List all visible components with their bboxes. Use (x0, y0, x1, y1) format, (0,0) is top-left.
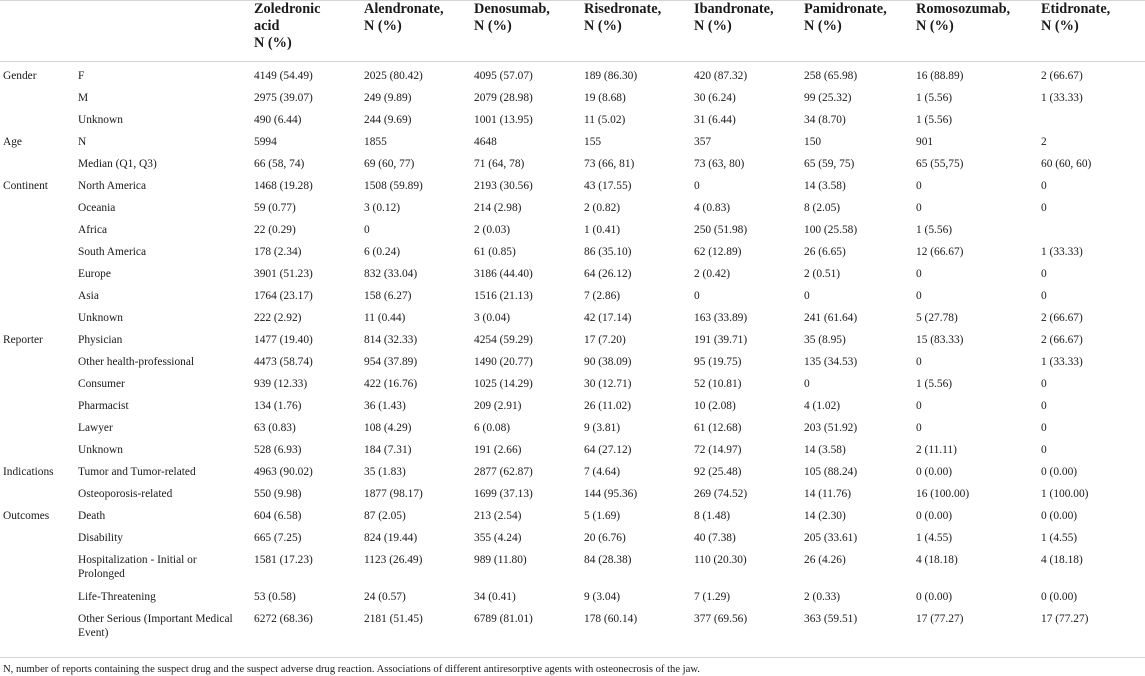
cell-romosozumab: 5 (27.78) (916, 312, 958, 324)
cell-pamidronate: 105 (88.24) (804, 466, 858, 478)
row-label: Unknown (78, 312, 123, 324)
cell-zoledronic-acid: 178 (2.34) (254, 246, 302, 258)
cell-risedronate: 189 (86.30) (584, 70, 638, 82)
cell-denosumab: 191 (2.66) (474, 444, 522, 456)
cell-ibandronate: 61 (12.68) (694, 422, 742, 434)
cell-risedronate: 1 (0.41) (584, 224, 621, 236)
table-row (0, 91, 1145, 113)
cell-romosozumab: 1 (5.56) (916, 114, 953, 126)
row-label: Physician (78, 334, 123, 346)
row-label: Other Serious (Important Medical Event) (78, 613, 233, 639)
cell-zoledronic-acid: 939 (12.33) (254, 378, 308, 390)
cell-ibandronate: 2 (0.42) (694, 268, 731, 280)
cell-zoledronic-acid: 4473 (58.74) (254, 356, 313, 368)
row-label: M (78, 92, 89, 104)
cell-pamidronate: 99 (25.32) (804, 92, 852, 104)
cell-zoledronic-acid: 59 (0.77) (254, 202, 296, 214)
cell-pamidronate: 363 (59.51) (804, 613, 858, 625)
cell-ibandronate: 163 (33.89) (694, 312, 748, 324)
cell-denosumab: 2877 (62.87) (474, 466, 533, 478)
cell-alendronate: 87 (2.05) (364, 510, 406, 522)
cell-etidronate: 0 (1041, 444, 1047, 456)
table-row (0, 333, 1145, 355)
cell-denosumab: 989 (11.80) (474, 554, 527, 566)
cell-zoledronic-acid: 1477 (19.40) (254, 334, 313, 346)
cell-etidronate: 17 (77.27) (1041, 613, 1089, 625)
footnote-text: N, number of reports containing the suspect drug and the suspect adverse drug reaction. Associations of different antiresorptive agents with osteonecrosis of the jaw. (3, 664, 700, 675)
table-row (0, 612, 1145, 648)
cell-pamidronate: 26 (6.65) (804, 246, 846, 258)
cell-romosozumab: 0 (916, 180, 922, 192)
header-zoledronic-acid (254, 1, 364, 61)
cell-etidronate: 0 (1041, 290, 1047, 302)
row-group: Reporter (3, 334, 43, 346)
cell-ibandronate: 250 (51.98) (694, 224, 748, 236)
cell-risedronate: 7 (2.86) (584, 290, 621, 302)
cell-ibandronate: 72 (14.97) (694, 444, 742, 456)
cell-denosumab: 1490 (20.77) (474, 356, 533, 368)
cell-alendronate: 954 (37.89) (364, 356, 418, 368)
header-line: Risedronate, (584, 1, 662, 17)
cell-zoledronic-acid: 53 (0.58) (254, 591, 296, 603)
header-pamidronate (804, 1, 916, 61)
cell-risedronate: 17 (7.20) (584, 334, 626, 346)
cell-risedronate: 30 (12.71) (584, 378, 632, 390)
header-alendronate (364, 1, 474, 61)
cell-pamidronate: 2 (0.33) (804, 591, 841, 603)
cell-pamidronate: 14 (3.58) (804, 444, 846, 456)
cell-pamidronate: 0 (804, 378, 810, 390)
cell-romosozumab: 16 (100.00) (916, 488, 970, 500)
header-line: N (%) (584, 18, 622, 34)
header-line: N (%) (804, 18, 842, 34)
cell-ibandronate: 62 (12.89) (694, 246, 742, 258)
cell-risedronate: 42 (17.14) (584, 312, 632, 324)
cell-risedronate: 73 (66, 81) (584, 158, 635, 170)
cell-alendronate: 158 (6.27) (364, 290, 412, 302)
row-label: Disability (78, 532, 123, 544)
cell-romosozumab: 15 (83.33) (916, 334, 964, 346)
cell-romosozumab: 0 (916, 268, 922, 280)
row-label: Other health-professional (78, 356, 195, 368)
row-group: Outcomes (3, 510, 50, 522)
cell-romosozumab: 901 (916, 136, 934, 148)
table-row (0, 267, 1145, 289)
cell-risedronate: 64 (27.12) (584, 444, 632, 456)
cell-ibandronate: 377 (69.56) (694, 613, 748, 625)
cell-alendronate: 832 (33.04) (364, 268, 418, 280)
cell-romosozumab: 1 (5.56) (916, 224, 953, 236)
header-line: Etidronate, (1041, 1, 1111, 17)
header-line: Denosumab, (474, 1, 550, 17)
cell-risedronate: 11 (5.02) (584, 114, 626, 126)
row-group: Gender (3, 70, 37, 82)
cell-denosumab: 71 (64, 78) (474, 158, 525, 170)
header-line: N (%) (474, 18, 512, 34)
table-row (0, 113, 1145, 135)
header-line: N (%) (916, 18, 954, 34)
cell-pamidronate: 26 (4.26) (804, 554, 846, 566)
row-label: Tumor and Tumor-related (78, 466, 196, 478)
cell-alendronate: 184 (7.31) (364, 444, 412, 456)
row-label: Death (78, 510, 106, 522)
cell-pamidronate: 34 (8.70) (804, 114, 846, 126)
cell-zoledronic-acid: 66 (58, 74) (254, 158, 305, 170)
cell-alendronate: 108 (4.29) (364, 422, 412, 434)
cell-pamidronate: 8 (2.05) (804, 202, 841, 214)
row-group: Continent (3, 180, 48, 192)
header-line: N (%) (254, 35, 292, 51)
table-row (0, 443, 1145, 465)
cell-romosozumab: 0 (916, 290, 922, 302)
cell-romosozumab: 0 (916, 356, 922, 368)
row-label: Lawyer (78, 422, 113, 434)
cell-risedronate: 86 (35.10) (584, 246, 632, 258)
cell-romosozumab: 17 (77.27) (916, 613, 964, 625)
cell-zoledronic-acid: 490 (6.44) (254, 114, 302, 126)
header-line: acid (254, 18, 280, 34)
cell-ibandronate: 357 (694, 136, 712, 148)
cell-zoledronic-acid: 550 (9.98) (254, 488, 302, 500)
cell-alendronate: 1877 (98.17) (364, 488, 423, 500)
cell-pamidronate: 203 (51.92) (804, 422, 858, 434)
cell-ibandronate: 40 (7.38) (694, 532, 736, 544)
cell-alendronate: 1123 (26.49) (364, 554, 423, 566)
cell-pamidronate: 100 (25.58) (804, 224, 858, 236)
row-group: Indications (3, 466, 54, 478)
cell-zoledronic-acid: 4149 (54.49) (254, 70, 313, 82)
cell-romosozumab: 0 (916, 400, 922, 412)
table-row (0, 421, 1145, 443)
cell-ibandronate: 10 (2.08) (694, 400, 736, 412)
cell-pamidronate: 150 (804, 136, 822, 148)
header-risedronate (584, 1, 694, 61)
row-label: Median (Q1, Q3) (78, 158, 157, 170)
cell-zoledronic-acid: 6272 (68.36) (254, 613, 313, 625)
cell-risedronate: 90 (38.09) (584, 356, 632, 368)
cell-zoledronic-acid: 604 (6.58) (254, 510, 302, 522)
cell-denosumab: 1025 (14.29) (474, 378, 533, 390)
cell-zoledronic-acid: 222 (2.92) (254, 312, 302, 324)
cell-risedronate: 20 (6.76) (584, 532, 626, 544)
cell-etidronate: 1 (100.00) (1041, 488, 1089, 500)
table-row (0, 355, 1145, 377)
cell-alendronate: 6 (0.24) (364, 246, 401, 258)
cell-ibandronate: 73 (63, 80) (694, 158, 745, 170)
cell-denosumab: 61 (0.85) (474, 246, 516, 258)
cell-etidronate: 4 (18.18) (1041, 554, 1083, 566)
cell-zoledronic-acid: 63 (0.83) (254, 422, 296, 434)
cell-zoledronic-acid: 1468 (19.28) (254, 180, 313, 192)
cell-pamidronate: 65 (59, 75) (804, 158, 855, 170)
cell-etidronate: 2 (1041, 136, 1047, 148)
cell-romosozumab: 0 (916, 202, 922, 214)
cell-alendronate: 69 (60, 77) (364, 158, 415, 170)
cell-ibandronate: 30 (6.24) (694, 92, 736, 104)
table-row (0, 223, 1145, 245)
cell-pamidronate: 2 (0.51) (804, 268, 841, 280)
table-row (0, 135, 1145, 157)
cell-zoledronic-acid: 665 (7.25) (254, 532, 302, 544)
table-row (0, 289, 1145, 311)
cell-etidronate: 0 (1041, 422, 1047, 434)
cell-ibandronate: 269 (74.52) (694, 488, 748, 500)
cell-pamidronate: 135 (34.53) (804, 356, 858, 368)
row-label: Unknown (78, 114, 123, 126)
table-row (0, 245, 1145, 267)
cell-etidronate: 0 (1041, 268, 1047, 280)
cell-ibandronate: 31 (6.44) (694, 114, 736, 126)
cell-denosumab: 4095 (57.07) (474, 70, 533, 82)
table-row (0, 399, 1145, 421)
row-label: Osteoporosis-related (78, 488, 173, 500)
cell-etidronate: 0 (0.00) (1041, 510, 1078, 522)
cell-denosumab: 6789 (81.01) (474, 613, 533, 625)
cell-zoledronic-acid: 528 (6.93) (254, 444, 302, 456)
cell-romosozumab: 16 (88.89) (916, 70, 964, 82)
cell-risedronate: 84 (28.38) (584, 554, 632, 566)
table-row (0, 553, 1145, 590)
cell-pamidronate: 258 (65.98) (804, 70, 858, 82)
cell-romosozumab: 2 (11.11) (916, 444, 957, 456)
row-label: N (78, 136, 87, 148)
cell-etidronate: 0 (1041, 400, 1047, 412)
cell-alendronate: 249 (9.89) (364, 92, 412, 104)
row-label: Unknown (78, 444, 123, 456)
cell-ibandronate: 92 (25.48) (694, 466, 742, 478)
table-row (0, 487, 1145, 509)
table-row (0, 157, 1145, 179)
cell-risedronate: 144 (95.36) (584, 488, 638, 500)
cell-denosumab: 2193 (30.56) (474, 180, 533, 192)
cell-denosumab: 355 (4.24) (474, 532, 522, 544)
cell-denosumab: 213 (2.54) (474, 510, 522, 522)
row-group: Age (3, 136, 22, 148)
cell-risedronate: 43 (17.55) (584, 180, 632, 192)
cell-etidronate: 0 (1041, 202, 1047, 214)
cell-romosozumab: 0 (916, 422, 922, 434)
cell-pamidronate: 241 (61.64) (804, 312, 858, 324)
cell-zoledronic-acid: 4963 (90.02) (254, 466, 313, 478)
cell-denosumab: 1001 (13.95) (474, 114, 533, 126)
cell-ibandronate: 110 (20.30) (694, 554, 747, 566)
cell-risedronate: 19 (8.68) (584, 92, 626, 104)
cell-denosumab: 214 (2.98) (474, 202, 522, 214)
cell-ibandronate: 191 (39.71) (694, 334, 748, 346)
cell-pamidronate: 4 (1.02) (804, 400, 841, 412)
header-line: N (%) (1041, 18, 1079, 34)
cell-risedronate: 9 (3.81) (584, 422, 621, 434)
cell-denosumab: 1516 (21.13) (474, 290, 533, 302)
row-label: Oceania (78, 202, 116, 214)
cell-romosozumab: 4 (18.18) (916, 554, 958, 566)
cell-zoledronic-acid: 22 (0.29) (254, 224, 296, 236)
cell-pamidronate: 14 (2.30) (804, 510, 846, 522)
cell-alendronate: 11 (0.44) (364, 312, 406, 324)
cell-etidronate: 60 (60, 60) (1041, 158, 1092, 170)
cell-denosumab: 3186 (44.40) (474, 268, 533, 280)
cell-romosozumab: 0 (0.00) (916, 466, 953, 478)
cell-zoledronic-acid: 5994 (254, 136, 277, 148)
cell-etidronate: 0 (0.00) (1041, 591, 1078, 603)
cell-romosozumab: 1 (4.55) (916, 532, 953, 544)
table-row (0, 590, 1145, 612)
cell-etidronate: 1 (33.33) (1041, 356, 1083, 368)
cell-etidronate: 1 (33.33) (1041, 246, 1083, 258)
cell-alendronate: 2181 (51.45) (364, 613, 423, 625)
cell-ibandronate: 8 (1.48) (694, 510, 731, 522)
table-footnote (0, 657, 1145, 676)
table-row (0, 509, 1145, 531)
cell-risedronate: 26 (11.02) (584, 400, 632, 412)
cell-alendronate: 35 (1.83) (364, 466, 406, 478)
table-row (0, 69, 1145, 91)
cell-risedronate: 9 (3.04) (584, 591, 621, 603)
cell-romosozumab: 1 (5.56) (916, 378, 953, 390)
cell-risedronate: 64 (26.12) (584, 268, 632, 280)
table-body (0, 69, 1145, 648)
cell-alendronate: 24 (0.57) (364, 591, 406, 603)
cell-etidronate: 1 (33.33) (1041, 92, 1083, 104)
cell-alendronate: 244 (9.69) (364, 114, 412, 126)
cell-risedronate: 2 (0.82) (584, 202, 621, 214)
header-line: Romosozumab, (916, 1, 1011, 17)
cell-denosumab: 4254 (59.29) (474, 334, 533, 346)
header-ibandronate (694, 1, 804, 61)
row-label: South America (78, 246, 147, 258)
cell-pamidronate: 14 (3.58) (804, 180, 846, 192)
cell-etidronate: 1 (4.55) (1041, 532, 1078, 544)
cell-alendronate: 422 (16.76) (364, 378, 418, 390)
cell-alendronate: 1855 (364, 136, 387, 148)
header-line: Zoledronic (254, 1, 321, 17)
cell-risedronate: 5 (1.69) (584, 510, 621, 522)
row-label: Consumer (78, 378, 125, 390)
row-label: Life-Threatening (78, 591, 156, 603)
cell-zoledronic-acid: 1764 (23.17) (254, 290, 313, 302)
cell-denosumab: 2079 (28.98) (474, 92, 533, 104)
cell-romosozumab: 0 (0.00) (916, 510, 953, 522)
cell-pamidronate: 14 (11.76) (804, 488, 852, 500)
cell-ibandronate: 0 (694, 290, 700, 302)
cell-romosozumab: 0 (0.00) (916, 591, 953, 603)
row-label: Asia (78, 290, 99, 302)
cell-denosumab: 2 (0.03) (474, 224, 511, 236)
cell-denosumab: 6 (0.08) (474, 422, 511, 434)
table-row (0, 465, 1145, 487)
header-line: Alendronate, (364, 1, 444, 17)
cell-denosumab: 1699 (37.13) (474, 488, 533, 500)
cell-ibandronate: 0 (694, 180, 700, 192)
cell-alendronate: 1508 (59.89) (364, 180, 423, 192)
cell-pamidronate: 205 (33.61) (804, 532, 858, 544)
header-line: Ibandronate, (694, 1, 774, 17)
cell-risedronate: 7 (4.64) (584, 466, 621, 478)
cell-ibandronate: 52 (10.81) (694, 378, 742, 390)
cell-ibandronate: 4 (0.83) (694, 202, 731, 214)
cell-romosozumab: 65 (55,75) (916, 158, 964, 170)
cell-alendronate: 814 (32.33) (364, 334, 418, 346)
cell-denosumab: 4648 (474, 136, 497, 148)
cell-alendronate: 824 (19.44) (364, 532, 418, 544)
cell-zoledronic-acid: 2975 (39.07) (254, 92, 313, 104)
cell-etidronate: 2 (66.67) (1041, 312, 1083, 324)
table-row (0, 311, 1145, 333)
cell-zoledronic-acid: 134 (1.76) (254, 400, 302, 412)
cell-risedronate: 178 (60.14) (584, 613, 638, 625)
table-row (0, 377, 1145, 399)
cell-denosumab: 3 (0.04) (474, 312, 511, 324)
row-label: F (78, 70, 85, 82)
header-blank-label (78, 1, 254, 61)
row-label: North America (78, 180, 147, 192)
cell-alendronate: 36 (1.43) (364, 400, 406, 412)
table-row (0, 179, 1145, 201)
cell-alendronate: 2025 (80.42) (364, 70, 423, 82)
table-header (0, 0, 1145, 62)
cell-denosumab: 209 (2.91) (474, 400, 522, 412)
cell-alendronate: 0 (364, 224, 370, 236)
cell-etidronate: 2 (66.67) (1041, 334, 1083, 346)
table-row (0, 201, 1145, 223)
cell-zoledronic-acid: 3901 (51.23) (254, 268, 313, 280)
row-label: Europe (78, 268, 111, 280)
header-blank-group (0, 1, 78, 61)
header-romosozumab (916, 1, 1041, 61)
cell-etidronate: 0 (0.00) (1041, 466, 1078, 478)
header-line: N (%) (694, 18, 732, 34)
cell-pamidronate: 0 (804, 290, 810, 302)
header-denosumab (474, 1, 584, 61)
cell-zoledronic-acid: 1581 (17.23) (254, 554, 313, 566)
row-label: Africa (78, 224, 108, 236)
cell-denosumab: 34 (0.41) (474, 591, 516, 603)
cell-etidronate: 0 (1041, 378, 1047, 390)
cell-ibandronate: 7 (1.29) (694, 591, 731, 603)
header-line: N (%) (364, 18, 402, 34)
table-row (0, 531, 1145, 553)
cell-etidronate: 0 (1041, 180, 1047, 192)
cell-risedronate: 155 (584, 136, 602, 148)
header-line: Pamidronate, (804, 1, 887, 17)
row-label: Hospitalization - Initial or Prolonged (78, 554, 197, 580)
cell-pamidronate: 35 (8.95) (804, 334, 846, 346)
cell-romosozumab: 1 (5.56) (916, 92, 953, 104)
cell-etidronate: 2 (66.67) (1041, 70, 1083, 82)
cell-ibandronate: 420 (87.32) (694, 70, 748, 82)
cell-ibandronate: 95 (19.75) (694, 356, 742, 368)
cell-romosozumab: 12 (66.67) (916, 246, 964, 258)
row-label: Pharmacist (78, 400, 129, 412)
header-etidronate (1041, 1, 1145, 61)
cell-alendronate: 3 (0.12) (364, 202, 401, 214)
